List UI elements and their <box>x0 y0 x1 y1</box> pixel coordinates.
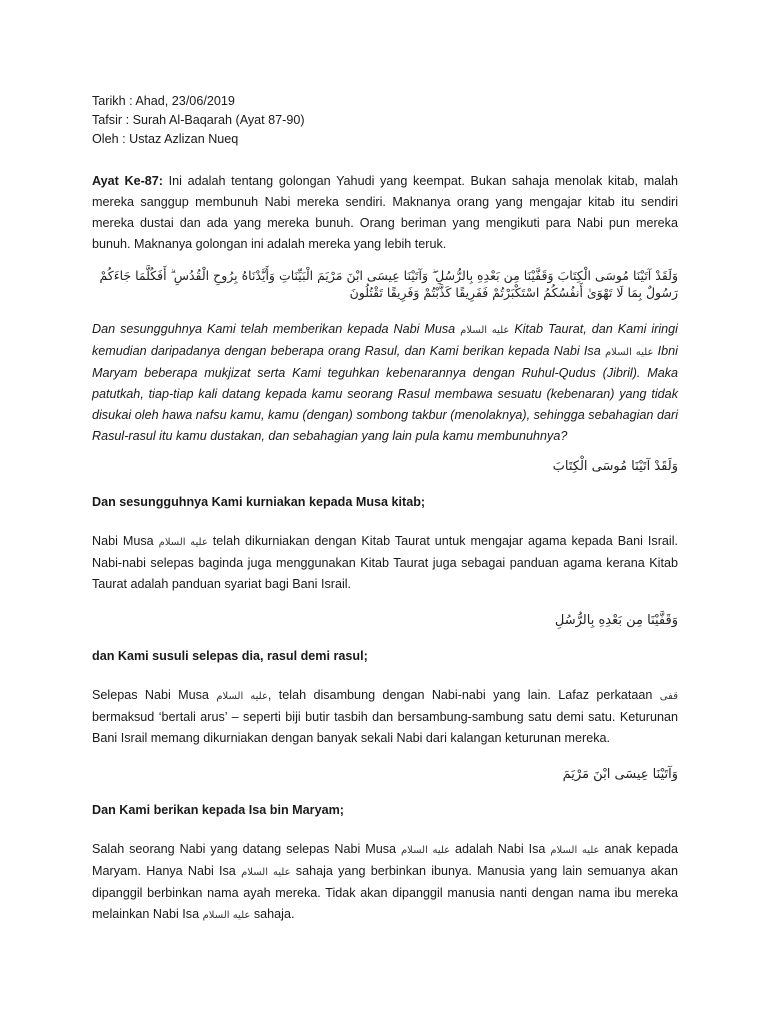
honorific-text: عليه السلام <box>158 537 208 548</box>
section1-arabic: وَلَقَدْ آتَيْنَا مُوسَى الْكِتَابَ <box>552 459 678 474</box>
ayah-87-arabic: وَلَقَدْ آتَيْنَا مُوسَى الْكِتَابَ وَقَفَّيْنَا مِن بَعْدِهِ بِالرُّسُلِ ۖ وَآتَيْنَا عِيسَى ابْنَ مَرْيَمَ الْبَيِّنَاتِ وَأَيَّدْنَاهُ بِرُوحِ الْقُدُسِ ۗ أَفَكُلَّمَا جَاءَكُمْ رَسُولٌ بِمَا لَا تَهْوَىٰ أَنفُسُكُمُ اسْتَكْبَرْتُمْ فَفَرِيقًا كَذَّبْتُمْ وَفَرِيقًا تَقْتُلُونَ <box>99 268 678 300</box>
honorific-text: عليه السلام <box>400 845 451 856</box>
translation-part: Dan sesungguhnya Kami telah memberikan kepada Nabi Musa <box>92 322 461 336</box>
paragraph-part: sahaja. <box>250 907 295 921</box>
section2-arabic: وَقَفَّيْنَا مِن بَعْدِهِ بِالرُّسُلِ <box>554 613 678 628</box>
paragraph-part: , telah disambung dengan Nabi-nabi yang lain. Lafaz perkataan <box>267 688 660 702</box>
section3-paragraph <box>92 839 678 926</box>
date-line: Tarikh : Ahad, 23/06/2019 <box>92 94 235 108</box>
section3-heading: Dan Kami berikan kepada Isa bin Maryam; <box>92 803 344 817</box>
section2-paragraph <box>92 685 678 749</box>
document-page <box>92 92 678 926</box>
arabic-word: قفى <box>659 691 678 702</box>
translation-paragraph <box>92 319 678 447</box>
honorific-text: عليه السلام <box>202 910 251 921</box>
translation-part: Kitab Taurat, dan Kami iringi kemudian daripadanya dengan beberapa orang Rasul, dan Kami berikan kepada Nabi Isa <box>92 322 678 358</box>
intro-paragraph <box>92 171 678 255</box>
document-header <box>92 92 678 149</box>
paragraph-part: bermaksud ‘bertali arus’ – seperti biji butir tasbih dan bersambung-sambung satu demi satu. Keturunan Bani Israil memang dikurniakan dengan banyak sekali Nabi dari kalangan keturunan mereka. <box>92 710 678 745</box>
honorific-text: عليه السلام <box>460 325 510 336</box>
ayah-number-label: Ayat Ke-87: <box>92 174 163 188</box>
honorific-text: عليه السلام <box>241 867 291 878</box>
honorific-text: عليه السلام <box>604 347 654 358</box>
paragraph-part: adalah Nabi Isa <box>450 842 551 856</box>
section1-paragraph <box>92 531 678 595</box>
paragraph-part: sahaja yang berbinkan ibunya. Manusia yang lain semuanya akan dipanggil berbinkan nama ayah mereka. Tidak akan dipanggil manusia nanti dengan nama ibu mereka melainkan Nabi Isa <box>92 864 678 921</box>
intro-text: Ini adalah tentang golongan Yahudi yang keempat. Bukan sahaja menolak kitab, malah mereka sanggup membunuh Nabi mereka sendiri. Maknanya orang yang mengajar kitab itu sendiri mereka dustai dan ada yang mereka bunuh. Orang beriman yang mengikuti para Nabi pun mereka bunuh. Maknanya golongan ini adalah mereka yang lebih teruk. <box>92 174 678 251</box>
paragraph-part: Nabi Musa <box>92 534 159 548</box>
paragraph-part: Selepas Nabi Musa <box>92 688 217 702</box>
tafsir-line: Tafsir : Surah Al-Baqarah (Ayat 87-90) <box>92 113 305 127</box>
paragraph-part: anak kepada Maryam. Hanya Nabi Isa <box>92 842 678 878</box>
author-line: Oleh : Ustaz Azlizan Nueq <box>92 132 239 146</box>
section1-heading: Dan sesungguhnya Kami kurniakan kepada Musa kitab; <box>92 495 426 509</box>
paragraph-part: Salah seorang Nabi yang datang selepas Nabi Musa <box>92 842 401 856</box>
section3-arabic: وَآتَيْنَا عِيسَى ابْنَ مَرْيَمَ <box>562 767 678 782</box>
translation-part: Ibni Maryam beberapa mukjizat serta Kami teguhkan kebenarannya dengan Ruhul-Qudus (Jibril). Maka patutkah, tiap-tiap kali datang kepada kamu seorang Rasul membawa sesuatu (kebenaran) yang tidak disukai oleh hawa nafsu kamu, kamu (dengan) sombong takbur (menolaknya), sehingga sebahagian dari Rasul-rasul itu kamu dustakan, dan sebahagian yang lain pula kamu membunuhnya? <box>92 344 678 443</box>
section2-heading: dan Kami susuli selepas dia, rasul demi rasul; <box>92 649 368 663</box>
honorific-text: عليه السلام <box>550 845 600 856</box>
honorific-text: عليه السلام <box>216 691 268 702</box>
paragraph-part: telah dikurniakan dengan Kitab Taurat untuk mengajar agama kepada Bani Israil. Nabi-nabi selepas baginda juga menggunakan Kitab Taurat juga sebagai panduan agama kerana Kitab Taurat adalah panduan syariat bagi Bani Israil. <box>92 534 678 591</box>
